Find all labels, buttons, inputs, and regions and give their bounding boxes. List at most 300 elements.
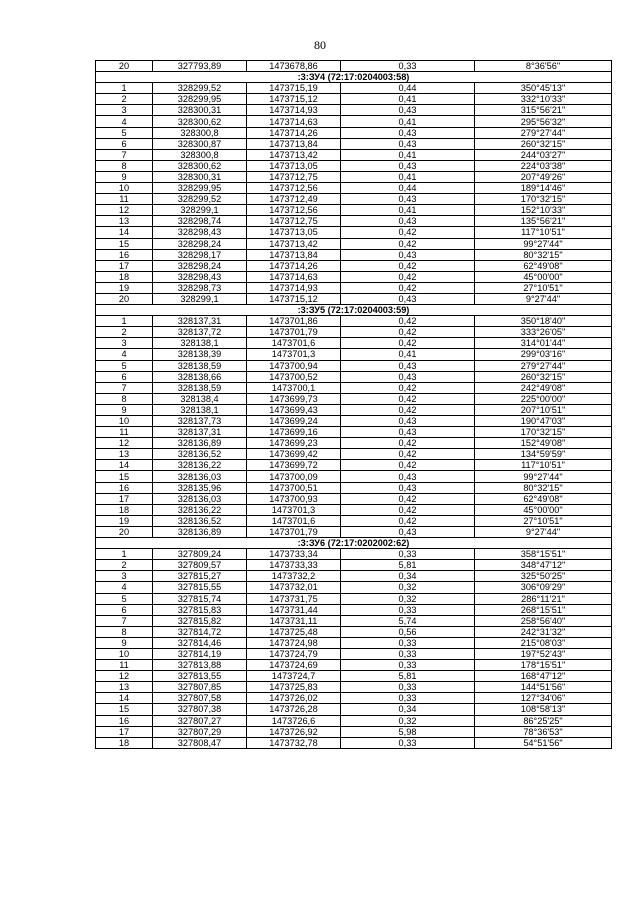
- y-coordinate-cell: 1473714,93: [247, 282, 341, 293]
- table-row: [96, 427, 612, 438]
- y-coordinate-cell: 1473714,26: [247, 127, 341, 138]
- direction-angle-cell: 295°56'32": [475, 116, 612, 127]
- x-coordinate-cell: 328136,89: [153, 526, 247, 537]
- distance-cell: 0,43: [341, 416, 475, 427]
- direction-angle-cell: 242°49'08": [475, 382, 612, 393]
- direction-angle-cell: 306°09'29": [475, 582, 612, 593]
- distance-cell: 0,33: [341, 549, 475, 560]
- distance-cell: 0,42: [341, 327, 475, 338]
- direction-angle-cell: 62°49'08": [475, 260, 612, 271]
- page-number: 80: [314, 38, 326, 52]
- x-coordinate-cell: 328300,31: [153, 171, 247, 182]
- x-coordinate-cell: 327814,19: [153, 648, 247, 659]
- distance-cell: 0,32: [341, 593, 475, 604]
- table-row: [96, 471, 612, 482]
- direction-angle-cell: 286°11'21": [475, 593, 612, 604]
- y-coordinate-cell: 1473714,63: [247, 116, 341, 127]
- table-row: [96, 393, 612, 404]
- distance-cell: 0,43: [341, 293, 475, 304]
- table-row: [96, 171, 612, 182]
- point-number-cell: 4: [96, 116, 153, 127]
- direction-angle-cell: 207°49'26": [475, 171, 612, 182]
- direction-angle-cell: 27°10'51": [475, 515, 612, 526]
- table-row: [96, 216, 612, 227]
- y-coordinate-cell: 1473678,86: [247, 61, 341, 72]
- table-row: [96, 360, 612, 371]
- point-number-cell: 10: [96, 416, 153, 427]
- y-coordinate-cell: 1473699,73: [247, 393, 341, 404]
- table-row: [96, 116, 612, 127]
- y-coordinate-cell: 1473724,69: [247, 660, 341, 671]
- distance-cell: 0,42: [341, 227, 475, 238]
- table-row: [96, 582, 612, 593]
- point-number-cell: 3: [96, 105, 153, 116]
- point-number-cell: 6: [96, 604, 153, 615]
- x-coordinate-cell: 327807,38: [153, 704, 247, 715]
- y-coordinate-cell: 1473733,34: [247, 549, 341, 560]
- table-row: [96, 83, 612, 94]
- section-header-row: [96, 538, 612, 549]
- distance-cell: 0,41: [341, 149, 475, 160]
- point-number-cell: 11: [96, 660, 153, 671]
- x-coordinate-cell: 327807,85: [153, 682, 247, 693]
- x-coordinate-cell: 327815,55: [153, 582, 247, 593]
- section-title: :3:ЗУ5 (72:17:0204003:59): [96, 305, 612, 316]
- direction-angle-cell: 170°32'15": [475, 194, 612, 205]
- x-coordinate-cell: 328135,96: [153, 482, 247, 493]
- point-number-cell: 15: [96, 704, 153, 715]
- distance-cell: 0,33: [341, 61, 475, 72]
- x-coordinate-cell: 328136,03: [153, 471, 247, 482]
- table-row: [96, 61, 612, 72]
- direction-angle-cell: 268°15'51": [475, 604, 612, 615]
- direction-angle-cell: 350°18'40": [475, 316, 612, 327]
- direction-angle-cell: 279°27'44": [475, 127, 612, 138]
- direction-angle-cell: 189°14'46": [475, 183, 612, 194]
- distance-cell: 0,42: [341, 238, 475, 249]
- table-row: [96, 227, 612, 238]
- x-coordinate-cell: 328138,66: [153, 371, 247, 382]
- x-coordinate-cell: 328298,17: [153, 249, 247, 260]
- x-coordinate-cell: 327809,24: [153, 549, 247, 560]
- table-row: [96, 737, 612, 748]
- table-row: [96, 271, 612, 282]
- x-coordinate-cell: 328298,73: [153, 282, 247, 293]
- x-coordinate-cell: 327807,29: [153, 726, 247, 737]
- table-row: [96, 327, 612, 338]
- y-coordinate-cell: 1473701,79: [247, 327, 341, 338]
- y-coordinate-cell: 1473700,93: [247, 493, 341, 504]
- x-coordinate-cell: 328138,4: [153, 393, 247, 404]
- y-coordinate-cell: 1473713,84: [247, 249, 341, 260]
- distance-cell: 0,33: [341, 737, 475, 748]
- point-number-cell: 1: [96, 83, 153, 94]
- table-row: [96, 149, 612, 160]
- point-number-cell: 9: [96, 171, 153, 182]
- distance-cell: 5,74: [341, 615, 475, 626]
- direction-angle-cell: 258°56'40": [475, 615, 612, 626]
- point-number-cell: 11: [96, 427, 153, 438]
- point-number-cell: 5: [96, 593, 153, 604]
- table-row: [96, 94, 612, 105]
- x-coordinate-cell: 328136,89: [153, 438, 247, 449]
- table-row: [96, 604, 612, 615]
- table-row: [96, 715, 612, 726]
- direction-angle-cell: 332°10'33": [475, 94, 612, 105]
- x-coordinate-cell: 327793,89: [153, 61, 247, 72]
- point-number-cell: 12: [96, 438, 153, 449]
- section-title: :3:ЗУ6 (72:17:0202002:62): [96, 538, 612, 549]
- y-coordinate-cell: 1473725,48: [247, 626, 341, 637]
- point-number-cell: 20: [96, 61, 153, 72]
- distance-cell: 0,33: [341, 637, 475, 648]
- x-coordinate-cell: 327809,57: [153, 560, 247, 571]
- x-coordinate-cell: 328299,52: [153, 194, 247, 205]
- point-number-cell: 13: [96, 449, 153, 460]
- distance-cell: 0,32: [341, 715, 475, 726]
- table-row: [96, 382, 612, 393]
- point-number-cell: 16: [96, 715, 153, 726]
- direction-angle-cell: 315°56'21": [475, 105, 612, 116]
- distance-cell: 0,43: [341, 105, 475, 116]
- y-coordinate-cell: 1473699,42: [247, 449, 341, 460]
- direction-angle-cell: 134°59'59": [475, 449, 612, 460]
- point-number-cell: 11: [96, 194, 153, 205]
- y-coordinate-cell: 1473726,6: [247, 715, 341, 726]
- table-row: [96, 526, 612, 537]
- y-coordinate-cell: 1473714,26: [247, 260, 341, 271]
- section-header-row: [96, 305, 612, 316]
- x-coordinate-cell: 328300,8: [153, 127, 247, 138]
- distance-cell: 0,42: [341, 316, 475, 327]
- x-coordinate-cell: 328137,73: [153, 416, 247, 427]
- point-number-cell: 20: [96, 526, 153, 537]
- table-row: [96, 282, 612, 293]
- direction-angle-cell: 215°08'03": [475, 637, 612, 648]
- x-coordinate-cell: 328299,52: [153, 83, 247, 94]
- distance-cell: 0,41: [341, 205, 475, 216]
- distance-cell: 0,43: [341, 194, 475, 205]
- coordinates-table-body: [96, 61, 612, 749]
- y-coordinate-cell: 1473713,42: [247, 149, 341, 160]
- y-coordinate-cell: 1473713,05: [247, 160, 341, 171]
- x-coordinate-cell: 328300,62: [153, 160, 247, 171]
- x-coordinate-cell: 328138,1: [153, 338, 247, 349]
- direction-angle-cell: 8°36'56": [475, 61, 612, 72]
- direction-angle-cell: 333°26'05": [475, 327, 612, 338]
- distance-cell: 0,42: [341, 271, 475, 282]
- point-number-cell: 12: [96, 671, 153, 682]
- x-coordinate-cell: 327814,72: [153, 626, 247, 637]
- table-row: [96, 260, 612, 271]
- direction-angle-cell: 260°32'15": [475, 371, 612, 382]
- y-coordinate-cell: 1473700,94: [247, 360, 341, 371]
- distance-cell: 0,42: [341, 460, 475, 471]
- y-coordinate-cell: 1473712,56: [247, 183, 341, 194]
- point-number-cell: 14: [96, 460, 153, 471]
- y-coordinate-cell: 1473731,44: [247, 604, 341, 615]
- x-coordinate-cell: 328299,95: [153, 183, 247, 194]
- y-coordinate-cell: 1473732,78: [247, 737, 341, 748]
- x-coordinate-cell: 327807,27: [153, 715, 247, 726]
- direction-angle-cell: 178°15'51": [475, 660, 612, 671]
- distance-cell: 0,42: [341, 260, 475, 271]
- y-coordinate-cell: 1473701,3: [247, 504, 341, 515]
- direction-angle-cell: 80°32'15": [475, 482, 612, 493]
- distance-cell: 0,42: [341, 504, 475, 515]
- distance-cell: 0,42: [341, 449, 475, 460]
- y-coordinate-cell: 1473713,42: [247, 238, 341, 249]
- point-number-cell: 20: [96, 293, 153, 304]
- table-row: [96, 105, 612, 116]
- direction-angle-cell: 244°03'27": [475, 149, 612, 160]
- distance-cell: 0,44: [341, 183, 475, 194]
- x-coordinate-cell: 327807,58: [153, 693, 247, 704]
- point-number-cell: 18: [96, 271, 153, 282]
- table-row: [96, 671, 612, 682]
- direction-angle-cell: 108°58'13": [475, 704, 612, 715]
- direction-angle-cell: 197°52'43": [475, 648, 612, 659]
- y-coordinate-cell: 1473712,75: [247, 171, 341, 182]
- x-coordinate-cell: 328298,24: [153, 238, 247, 249]
- table-row: [96, 449, 612, 460]
- direction-angle-cell: 242°31'32": [475, 626, 612, 637]
- y-coordinate-cell: 1473724,79: [247, 648, 341, 659]
- point-number-cell: 8: [96, 626, 153, 637]
- table-row: [96, 460, 612, 471]
- direction-angle-cell: 224°03'38": [475, 160, 612, 171]
- y-coordinate-cell: 1473732,2: [247, 571, 341, 582]
- section-title: :3:ЗУ4 (72:17:0204003:58): [96, 72, 612, 83]
- distance-cell: 0,33: [341, 660, 475, 671]
- x-coordinate-cell: 328138,59: [153, 382, 247, 393]
- y-coordinate-cell: 1473726,02: [247, 693, 341, 704]
- y-coordinate-cell: 1473713,05: [247, 227, 341, 238]
- table-row: [96, 316, 612, 327]
- distance-cell: 0,41: [341, 349, 475, 360]
- distance-cell: 5,81: [341, 560, 475, 571]
- direction-angle-cell: 80°32'15": [475, 249, 612, 260]
- point-number-cell: 19: [96, 515, 153, 526]
- table-row: [96, 138, 612, 149]
- table-row: [96, 504, 612, 515]
- distance-cell: 0,33: [341, 604, 475, 615]
- point-number-cell: 19: [96, 282, 153, 293]
- distance-cell: 0,43: [341, 526, 475, 537]
- point-number-cell: 3: [96, 571, 153, 582]
- x-coordinate-cell: 327815,82: [153, 615, 247, 626]
- x-coordinate-cell: 328136,22: [153, 460, 247, 471]
- point-number-cell: 10: [96, 648, 153, 659]
- point-number-cell: 18: [96, 737, 153, 748]
- table-row: [96, 416, 612, 427]
- y-coordinate-cell: 1473701,3: [247, 349, 341, 360]
- direction-angle-cell: 117°10'51": [475, 460, 612, 471]
- y-coordinate-cell: 1473701,79: [247, 526, 341, 537]
- direction-angle-cell: 99°27'44": [475, 471, 612, 482]
- point-number-cell: 4: [96, 349, 153, 360]
- distance-cell: 0,43: [341, 371, 475, 382]
- point-number-cell: 8: [96, 393, 153, 404]
- y-coordinate-cell: 1473732,01: [247, 582, 341, 593]
- x-coordinate-cell: 328299,95: [153, 94, 247, 105]
- distance-cell: 0,42: [341, 515, 475, 526]
- table-row: [96, 615, 612, 626]
- direction-angle-cell: 54°51'56": [475, 737, 612, 748]
- x-coordinate-cell: 328137,31: [153, 316, 247, 327]
- direction-angle-cell: 152°10'33": [475, 205, 612, 216]
- x-coordinate-cell: 328137,72: [153, 327, 247, 338]
- direction-angle-cell: 62°49'08": [475, 493, 612, 504]
- x-coordinate-cell: 327813,55: [153, 671, 247, 682]
- table-row: [96, 693, 612, 704]
- table-row: [96, 682, 612, 693]
- table-row: [96, 626, 612, 637]
- y-coordinate-cell: 1473699,16: [247, 427, 341, 438]
- direction-angle-cell: 225°00'00": [475, 393, 612, 404]
- y-coordinate-cell: 1473724,98: [247, 637, 341, 648]
- direction-angle-cell: 9°27'44": [475, 293, 612, 304]
- table-row: [96, 183, 612, 194]
- point-number-cell: 12: [96, 205, 153, 216]
- table-row: [96, 371, 612, 382]
- y-coordinate-cell: 1473700,52: [247, 371, 341, 382]
- direction-angle-cell: 358°15'51": [475, 549, 612, 560]
- distance-cell: 0,42: [341, 338, 475, 349]
- x-coordinate-cell: 328300,8: [153, 149, 247, 160]
- direction-angle-cell: 299°03'16": [475, 349, 612, 360]
- direction-angle-cell: 135°56'21": [475, 216, 612, 227]
- direction-angle-cell: 279°27'44": [475, 360, 612, 371]
- distance-cell: 0,43: [341, 160, 475, 171]
- point-number-cell: 16: [96, 249, 153, 260]
- table-row: [96, 338, 612, 349]
- distance-cell: 0,43: [341, 471, 475, 482]
- x-coordinate-cell: 328300,31: [153, 105, 247, 116]
- table-row: [96, 648, 612, 659]
- direction-angle-cell: 127°34'06": [475, 693, 612, 704]
- direction-angle-cell: 9°27'44": [475, 526, 612, 537]
- y-coordinate-cell: 1473714,63: [247, 271, 341, 282]
- y-coordinate-cell: 1473701,6: [247, 515, 341, 526]
- y-coordinate-cell: 1473699,43: [247, 404, 341, 415]
- table-row: [96, 238, 612, 249]
- table-row: [96, 660, 612, 671]
- x-coordinate-cell: 328138,39: [153, 349, 247, 360]
- direction-angle-cell: 325°50'25": [475, 571, 612, 582]
- x-coordinate-cell: 328138,59: [153, 360, 247, 371]
- point-number-cell: 13: [96, 682, 153, 693]
- table-row: [96, 571, 612, 582]
- x-coordinate-cell: 327815,74: [153, 593, 247, 604]
- x-coordinate-cell: 328136,22: [153, 504, 247, 515]
- point-number-cell: 14: [96, 227, 153, 238]
- direction-angle-cell: 144°51'56": [475, 682, 612, 693]
- distance-cell: 0,33: [341, 648, 475, 659]
- point-number-cell: 15: [96, 471, 153, 482]
- point-number-cell: 9: [96, 404, 153, 415]
- x-coordinate-cell: 327813,88: [153, 660, 247, 671]
- x-coordinate-cell: 327815,83: [153, 604, 247, 615]
- y-coordinate-cell: 1473700,51: [247, 482, 341, 493]
- table-row: [96, 560, 612, 571]
- x-coordinate-cell: 328299,1: [153, 205, 247, 216]
- direction-angle-cell: 78°36'53": [475, 726, 612, 737]
- table-row: [96, 482, 612, 493]
- y-coordinate-cell: 1473701,6: [247, 338, 341, 349]
- point-number-cell: 9: [96, 637, 153, 648]
- distance-cell: 0,44: [341, 83, 475, 94]
- x-coordinate-cell: 328138,1: [153, 404, 247, 415]
- table-row: [96, 160, 612, 171]
- direction-angle-cell: 86°25'25": [475, 715, 612, 726]
- y-coordinate-cell: 1473712,56: [247, 205, 341, 216]
- y-coordinate-cell: 1473699,24: [247, 416, 341, 427]
- y-coordinate-cell: 1473699,72: [247, 460, 341, 471]
- point-number-cell: 2: [96, 560, 153, 571]
- point-number-cell: 16: [96, 482, 153, 493]
- point-number-cell: 7: [96, 615, 153, 626]
- direction-angle-cell: 207°10'51": [475, 404, 612, 415]
- table-row: [96, 593, 612, 604]
- table-row: [96, 704, 612, 715]
- direction-angle-cell: 27°10'51": [475, 282, 612, 293]
- direction-angle-cell: 348°47'12": [475, 560, 612, 571]
- distance-cell: 0,43: [341, 249, 475, 260]
- distance-cell: 0,56: [341, 626, 475, 637]
- distance-cell: 0,34: [341, 704, 475, 715]
- table-row: [96, 515, 612, 526]
- x-coordinate-cell: 328137,31: [153, 427, 247, 438]
- y-coordinate-cell: 1473699,23: [247, 438, 341, 449]
- direction-angle-cell: 117°10'51": [475, 227, 612, 238]
- y-coordinate-cell: 1473712,49: [247, 194, 341, 205]
- x-coordinate-cell: 328136,52: [153, 515, 247, 526]
- direction-angle-cell: 260°32'15": [475, 138, 612, 149]
- table-row: [96, 404, 612, 415]
- point-number-cell: 17: [96, 260, 153, 271]
- x-coordinate-cell: 328299,1: [153, 293, 247, 304]
- x-coordinate-cell: 328300,62: [153, 116, 247, 127]
- table-row: [96, 127, 612, 138]
- table-row: [96, 438, 612, 449]
- distance-cell: 0,41: [341, 171, 475, 182]
- section-header-row: [96, 72, 612, 83]
- distance-cell: 0,33: [341, 682, 475, 693]
- point-number-cell: 2: [96, 94, 153, 105]
- distance-cell: 0,43: [341, 360, 475, 371]
- point-number-cell: 5: [96, 360, 153, 371]
- y-coordinate-cell: 1473731,75: [247, 593, 341, 604]
- x-coordinate-cell: 327815,27: [153, 571, 247, 582]
- y-coordinate-cell: 1473715,12: [247, 293, 341, 304]
- distance-cell: 0,41: [341, 116, 475, 127]
- distance-cell: 0,42: [341, 438, 475, 449]
- y-coordinate-cell: 1473726,28: [247, 704, 341, 715]
- y-coordinate-cell: 1473713,84: [247, 138, 341, 149]
- x-coordinate-cell: 327808,47: [153, 737, 247, 748]
- table-row: [96, 249, 612, 260]
- point-number-cell: 6: [96, 371, 153, 382]
- point-number-cell: 8: [96, 160, 153, 171]
- y-coordinate-cell: 1473731,11: [247, 615, 341, 626]
- direction-angle-cell: 314°01'44": [475, 338, 612, 349]
- point-number-cell: 7: [96, 382, 153, 393]
- point-number-cell: 5: [96, 127, 153, 138]
- direction-angle-cell: 190°47'03": [475, 416, 612, 427]
- distance-cell: 0,41: [341, 94, 475, 105]
- point-number-cell: 2: [96, 327, 153, 338]
